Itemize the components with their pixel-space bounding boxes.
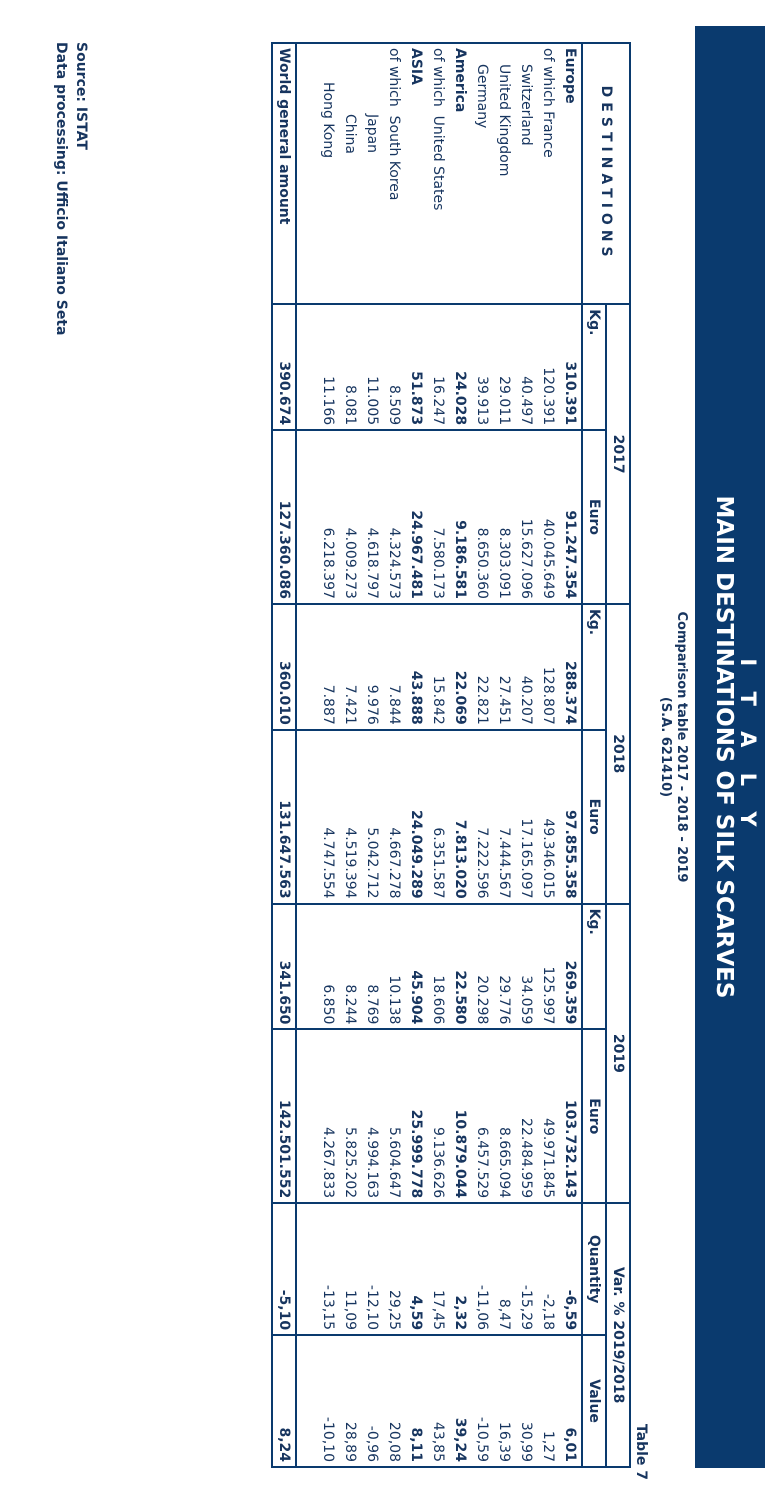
euro-2019-cell: 22.484.959 — [515, 1029, 537, 1203]
variation-header: Var. % 2019/2018 — [606, 1203, 630, 1467]
destinations-header: DESTINATIONS — [582, 43, 630, 304]
value-var-cell: -0,96 — [361, 1335, 383, 1467]
total-value-var: 8,24 — [272, 1335, 296, 1467]
euro-2018-cell: 97.855.358 — [559, 730, 582, 904]
kg-2017-cell: 11.005 — [361, 304, 383, 430]
value-var-cell: 6,01 — [559, 1335, 582, 1467]
kg-2019-cell: 20.298 — [471, 904, 493, 1030]
row-label: ASIA — [405, 43, 427, 304]
kg-2018-header: Kg. — [582, 604, 606, 730]
kg-2017-cell: 120.391 — [537, 304, 559, 430]
kg-2019-cell: 18.606 — [427, 904, 449, 1030]
quantity-var-cell: 2,32 — [449, 1203, 471, 1335]
euro-2019-cell: 25.999.778 — [405, 1029, 427, 1203]
year-2017-header: 2017 — [606, 304, 630, 604]
euro-2019-cell: 103.732.143 — [559, 1029, 582, 1203]
kg-2019-header: Kg. — [582, 904, 606, 1030]
euro-2019-header: Euro — [582, 1029, 606, 1203]
destinations-table — [271, 42, 631, 1468]
row-label: of which France — [537, 43, 559, 304]
euro-2019-cell: 9.136.626 — [427, 1029, 449, 1203]
total-label: World general amount — [272, 43, 296, 304]
euro-2017-cell: 4.618.797 — [361, 430, 383, 604]
euro-2018-cell: 7.813.020 — [449, 730, 471, 904]
kg-2019-cell: 8.769 — [361, 904, 383, 1030]
euro-2019-cell: 5.604.647 — [383, 1029, 405, 1203]
euro-2018-cell: 17.165.097 — [515, 730, 537, 904]
euro-2018-cell: 49.346.015 — [537, 730, 559, 904]
row-label: Japan — [361, 43, 383, 304]
value-var-cell: 39,24 — [449, 1335, 471, 1467]
kg-2018-cell: 288.374 — [559, 604, 582, 730]
row-label: America — [449, 43, 471, 304]
euro-2019-cell: 8.665.094 — [493, 1029, 515, 1203]
table-body — [272, 43, 582, 1467]
quantity-var-cell: -12,10 — [361, 1203, 383, 1335]
kg-2017-cell: 51.873 — [405, 304, 427, 430]
euro-2017-cell: 6.218.397 — [296, 430, 339, 604]
euro-2019-cell: 49.971.845 — [537, 1029, 559, 1203]
euro-2017-cell: 91.247.354 — [559, 430, 582, 604]
kg-2019-cell: 6.850 — [296, 904, 339, 1030]
subtitle — [657, 26, 689, 1468]
value-var-cell: -10,59 — [471, 1335, 493, 1467]
table-row — [361, 43, 383, 1467]
quantity-var-cell: -11,06 — [471, 1203, 493, 1335]
table-row — [537, 43, 559, 1467]
kg-2019-cell: 22.580 — [449, 904, 471, 1030]
euro-2018-cell: 5.042.712 — [361, 730, 383, 904]
kg-2018-cell: 40.207 — [515, 604, 537, 730]
table-row — [493, 43, 515, 1467]
total-euro-2019: 142.501.552 — [272, 1029, 296, 1203]
kg-2018-cell: 15.842 — [427, 604, 449, 730]
kg-2019-cell: 29.776 — [493, 904, 515, 1030]
footer — [51, 42, 91, 336]
kg-2017-cell: 29.011 — [493, 304, 515, 430]
table-row — [559, 43, 582, 1467]
kg-2018-cell: 22.821 — [471, 604, 493, 730]
total-kg-2019: 341.650 — [272, 904, 296, 1030]
euro-2017-cell: 4.324.573 — [383, 430, 405, 604]
kg-2018-cell: 22.069 — [449, 604, 471, 730]
table-row — [427, 43, 449, 1467]
total-euro-2018: 131.647.563 — [272, 730, 296, 904]
code-subtitle: (S.A. 621410) — [658, 696, 673, 798]
euro-2018-cell: 4.519.394 — [339, 730, 361, 904]
quantity-header: Quantity — [582, 1203, 606, 1335]
euro-2017-cell: 4.009.273 — [339, 430, 361, 604]
euro-2019-cell: 10.879.044 — [449, 1029, 471, 1203]
value-var-cell: 30,99 — [515, 1335, 537, 1467]
country-title: I T A L Y — [736, 658, 760, 836]
table-row — [339, 43, 361, 1467]
value-var-cell: 20,08 — [383, 1335, 405, 1467]
processing-note: Data processing: Ufficio Italiano Seta — [53, 42, 69, 336]
euro-2018-cell: 7.222.596 — [471, 730, 493, 904]
total-quantity-var: -5,10 — [272, 1203, 296, 1335]
euro-2018-cell: 24.049.289 — [405, 730, 427, 904]
kg-2017-cell: 11.166 — [296, 304, 339, 430]
table-row — [405, 43, 427, 1467]
kg-2017-cell: 16.247 — [427, 304, 449, 430]
row-label: Hong Kong — [296, 43, 339, 304]
total-row — [272, 43, 296, 1467]
row-label: of which South Korea — [383, 43, 405, 304]
total-kg-2018: 360.010 — [272, 604, 296, 730]
value-var-cell: 16,39 — [493, 1335, 515, 1467]
total-euro-2017: 127.360.086 — [272, 430, 296, 604]
euro-2017-cell: 8.650.360 — [471, 430, 493, 604]
euro-2018-cell: 4.747.554 — [296, 730, 339, 904]
kg-2019-cell: 45.904 — [405, 904, 427, 1030]
kg-2018-cell: 7.844 — [383, 604, 405, 730]
row-label: United Kingdom — [493, 43, 515, 304]
euro-2019-cell: 6.457.529 — [471, 1029, 493, 1203]
kg-2019-cell: 125.997 — [537, 904, 559, 1030]
euro-2017-header: Euro — [582, 430, 606, 604]
value-var-cell: 8,11 — [405, 1335, 427, 1467]
quantity-var-cell: 8,47 — [493, 1203, 515, 1335]
comparison-subtitle: Comparison table 2017 - 2018 - 2019 — [674, 611, 689, 883]
quantity-var-cell: 29,25 — [383, 1203, 405, 1335]
table-row — [383, 43, 405, 1467]
kg-2017-header: Kg. — [582, 304, 606, 430]
value-var-cell: 28,89 — [339, 1335, 361, 1467]
kg-2018-cell: 128.807 — [537, 604, 559, 730]
title-banner — [695, 26, 765, 1468]
quantity-var-cell: 4,59 — [405, 1203, 427, 1335]
value-header: Value — [582, 1335, 606, 1467]
euro-2019-cell: 4.994.163 — [361, 1029, 383, 1203]
euro-2017-cell: 8.303.091 — [493, 430, 515, 604]
kg-2019-cell: 34.059 — [515, 904, 537, 1030]
row-label: of which United States — [427, 43, 449, 304]
kg-2019-cell: 269.359 — [559, 904, 582, 1030]
quantity-var-cell: -15,29 — [515, 1203, 537, 1335]
kg-2017-cell: 39.913 — [471, 304, 493, 430]
kg-2017-cell: 310.391 — [559, 304, 582, 430]
total-kg-2017: 390.674 — [272, 304, 296, 430]
euro-2018-cell: 6.351.587 — [427, 730, 449, 904]
quantity-var-cell: 11,09 — [339, 1203, 361, 1335]
kg-2017-cell: 8.509 — [383, 304, 405, 430]
value-var-cell: 1,27 — [537, 1335, 559, 1467]
table-row — [471, 43, 493, 1467]
kg-2018-cell: 7.887 — [296, 604, 339, 730]
year-2019-header: 2019 — [606, 904, 630, 1204]
main-title: MAIN DESTINATIONS OF SILK SCARVES — [711, 495, 737, 999]
euro-2019-cell: 5.825.202 — [339, 1029, 361, 1203]
quantity-var-cell: -2,18 — [537, 1203, 559, 1335]
euro-2018-cell: 7.444.567 — [493, 730, 515, 904]
value-var-cell: 43,85 — [427, 1335, 449, 1467]
table-label: Table 7 — [633, 1423, 649, 1480]
table-row — [296, 43, 339, 1467]
quantity-var-cell: -6,59 — [559, 1203, 582, 1335]
euro-2017-cell: 40.045.649 — [537, 430, 559, 604]
kg-2018-cell: 9.976 — [361, 604, 383, 730]
euro-2017-cell: 15.627.096 — [515, 430, 537, 604]
euro-2017-cell: 7.580.173 — [427, 430, 449, 604]
table-row — [449, 43, 471, 1467]
row-label: Europe — [559, 43, 582, 304]
row-label: Switzerland — [515, 43, 537, 304]
euro-2018-header: Euro — [582, 730, 606, 904]
kg-2018-cell: 27.451 — [493, 604, 515, 730]
euro-2017-cell: 9.186.581 — [449, 430, 471, 604]
euro-2019-cell: 4.267.833 — [296, 1029, 339, 1203]
value-var-cell: -10,10 — [296, 1335, 339, 1467]
quantity-var-cell: -13,15 — [296, 1203, 339, 1335]
quantity-var-cell: 17,45 — [427, 1203, 449, 1335]
kg-2018-cell: 43.888 — [405, 604, 427, 730]
table-row — [515, 43, 537, 1467]
year-2018-header: 2018 — [606, 604, 630, 904]
kg-2017-cell: 40.497 — [515, 304, 537, 430]
euro-2018-cell: 4.667.278 — [383, 730, 405, 904]
kg-2018-cell: 7.421 — [339, 604, 361, 730]
row-label: China — [339, 43, 361, 304]
kg-2019-cell: 8.244 — [339, 904, 361, 1030]
row-label: Germany — [471, 43, 493, 304]
kg-2019-cell: 10.138 — [383, 904, 405, 1030]
kg-2017-cell: 8.081 — [339, 304, 361, 430]
kg-2017-cell: 24.028 — [449, 304, 471, 430]
euro-2017-cell: 24.967.481 — [405, 430, 427, 604]
source-note: Source: ISTAT — [73, 42, 89, 150]
